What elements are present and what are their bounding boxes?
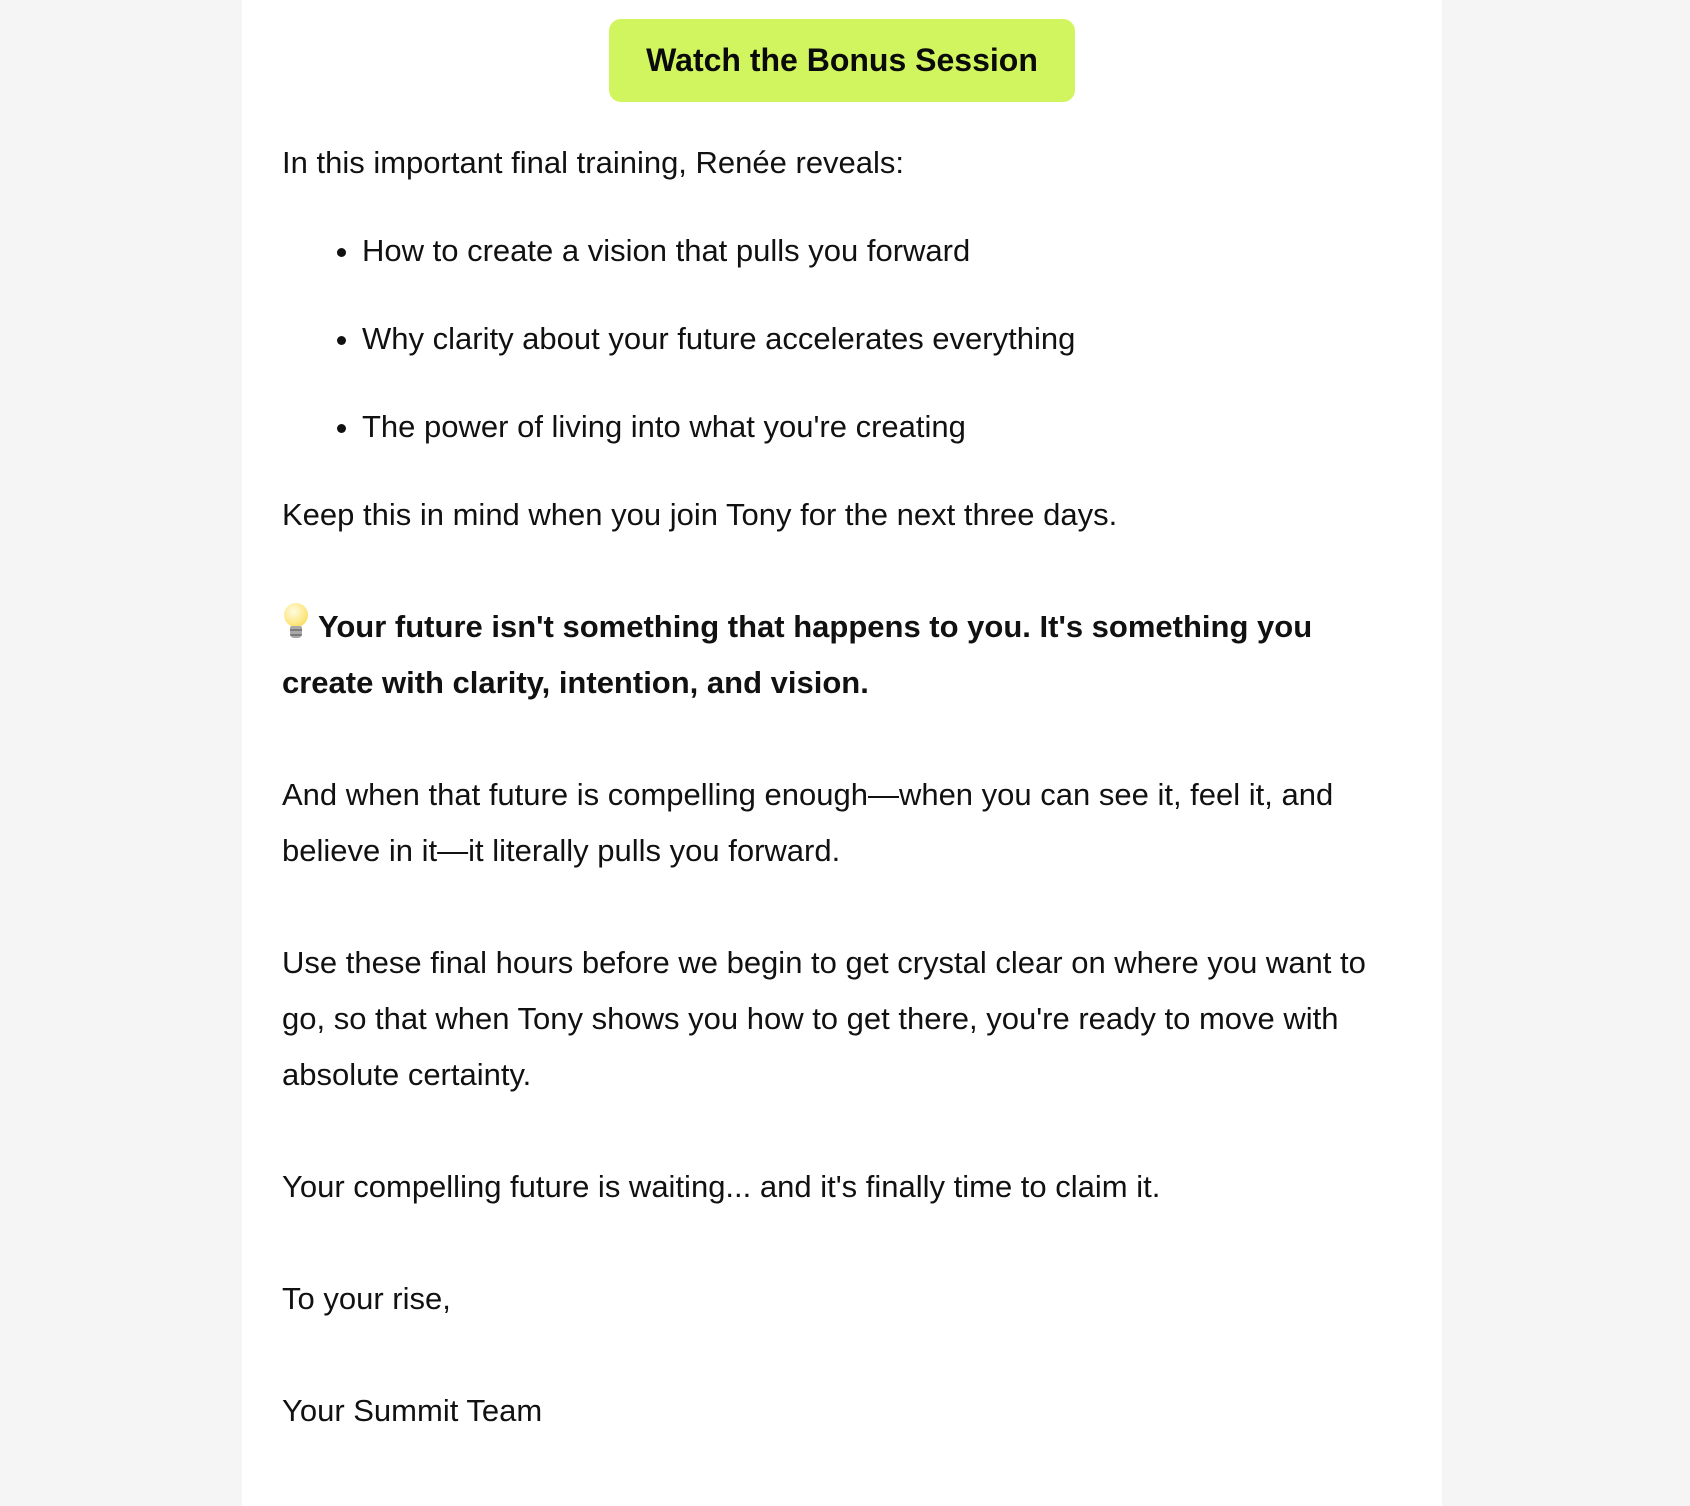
compelling-paragraph: And when that future is compelling enough—when you can see it, feel it, and believe in it—it literally pulls you forward. xyxy=(282,777,1334,868)
list-item: • How to create a vision that pulls you forward xyxy=(362,223,1412,279)
keep-in-mind-text: Keep this in mind when you join Tony for the next three days. xyxy=(282,497,1118,532)
spacer xyxy=(282,1215,1412,1271)
spacer xyxy=(282,1327,1412,1383)
cta-container xyxy=(242,19,1442,102)
watch-bonus-session-button[interactable]: Watch the Bonus Session xyxy=(609,19,1075,102)
final-hours-paragraph: Use these final hours before we begin to get crystal clear on where you want to go, so that when Tony shows you how to get there, you're ready to move with absolute certainty. xyxy=(282,945,1366,1092)
spacer xyxy=(282,1103,1412,1159)
reveals-list xyxy=(282,223,1412,455)
email-body xyxy=(242,0,1442,1506)
lightbulb-icon xyxy=(282,603,310,643)
closing-text: To your rise, xyxy=(282,1281,451,1316)
list-item: • The power of living into what you're creating xyxy=(362,399,1412,455)
spacer xyxy=(282,543,1412,599)
intro-text: In this important final training, Renée reveals: xyxy=(282,145,905,180)
callout-quote xyxy=(282,599,1412,711)
email-content xyxy=(282,135,1412,1439)
spacer xyxy=(282,711,1412,767)
list-item: • Why clarity about your future accelerates everything xyxy=(362,311,1412,367)
waiting-paragraph: Your compelling future is waiting... and it's finally time to claim it. xyxy=(282,1169,1161,1204)
spacer xyxy=(282,879,1412,935)
signature-text: Your Summit Team xyxy=(282,1393,543,1428)
callout-text: Your future isn't something that happens to you. It's something you create with clarity, intention, and vision. xyxy=(282,609,1313,700)
